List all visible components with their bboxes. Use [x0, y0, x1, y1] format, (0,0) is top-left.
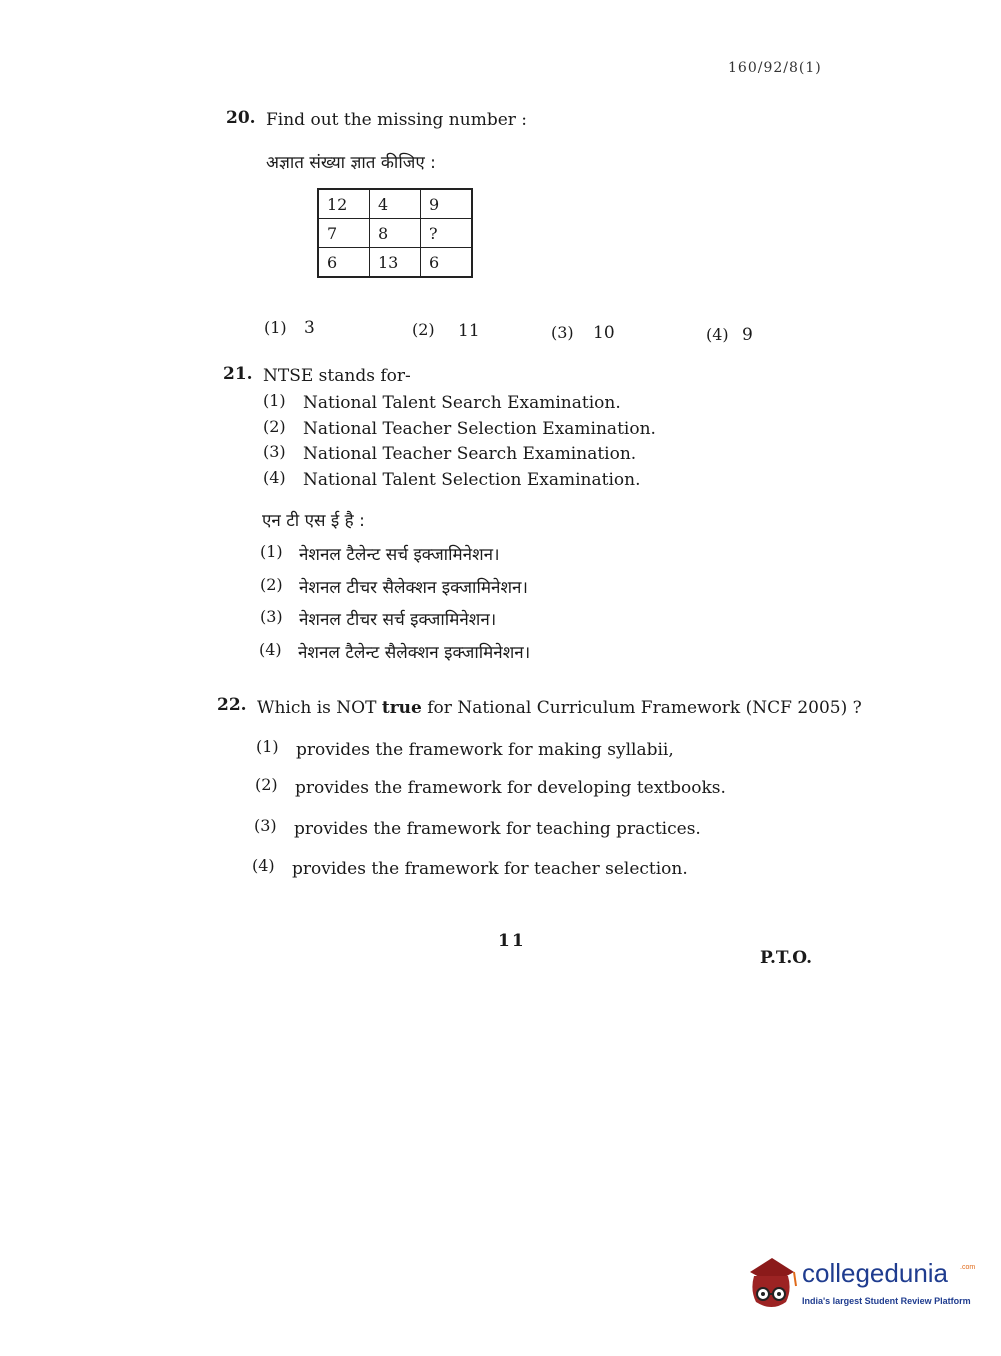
q20-option-1-number: (1) [264, 318, 287, 337]
q22-option-2-text: provides the framework for developing textbooks. [295, 778, 726, 798]
q20-option-1-text: 3 [304, 318, 315, 338]
grid-cell: 9 [421, 189, 473, 219]
question-20-text: Find out the missing number : [266, 110, 528, 130]
q21-option-4-text: National Talent Selection Examination. [303, 470, 641, 490]
q21-option-1-number: (1) [263, 391, 286, 410]
logo-tagline: India's largest Student Review Platform [802, 1296, 971, 1306]
grid-row [318, 219, 472, 248]
q21-option-1-text: National Talent Search Examination. [303, 393, 621, 413]
grid-cell: 8 [370, 219, 421, 248]
q22-option-4-number: (4) [252, 856, 275, 875]
q22-option-3-text: provides the framework for teaching practices. [294, 819, 701, 839]
question-22-number: 22. [217, 695, 247, 715]
logo-wordmark: collegedunia [802, 1258, 949, 1288]
q20-option-3-text: 10 [593, 323, 615, 343]
q22-option-1-text: provides the framework for making syllabii, [296, 740, 674, 760]
q21-option-2-text: National Teacher Selection Examination. [303, 419, 656, 439]
pto-label: P.T.O. [760, 948, 812, 968]
q21-hindi-option-1-text: नेशनल टैलेन्ट सर्च इक्जामिनेशन। [299, 545, 500, 565]
q22-option-4-text: provides the framework for teacher selection. [292, 859, 688, 879]
question-21-text-hindi: एन टी एस ई है : [262, 511, 365, 531]
q20-option-4-text: 9 [742, 325, 753, 345]
grid-cell: 4 [370, 189, 421, 219]
paper-code: 160/92/8(1) [728, 60, 822, 76]
grid-cell: 6 [421, 248, 473, 278]
q21-option-3-text: National Teacher Search Examination. [303, 444, 637, 464]
q21-option-3-number: (3) [263, 442, 286, 461]
grid-cell: 12 [318, 189, 370, 219]
question-22-text-pre: Which is NOT [257, 698, 382, 718]
grid-row [318, 189, 472, 219]
q21-hindi-option-4-text: नेशनल टैलेन्ट सैलेक्शन इक्जामिनेशन। [298, 643, 531, 663]
q20-option-2-text: 11 [458, 321, 480, 341]
q21-hindi-option-3-number: (3) [260, 607, 283, 626]
q22-option-2-number: (2) [255, 775, 278, 794]
question-21-number: 21. [223, 364, 253, 384]
q22-option-3-number: (3) [254, 816, 277, 835]
q21-option-2-number: (2) [263, 417, 286, 436]
grid-cell: ? [421, 219, 473, 248]
logo-mascot-icon [742, 1250, 800, 1316]
q20-option-2-number: (2) [412, 320, 435, 339]
q20-option-3-number: (3) [551, 323, 574, 342]
q21-hindi-option-3-text: नेशनल टीचर सर्च इक्जामिनेशन। [299, 610, 497, 630]
question-22-text [257, 698, 862, 718]
q21-hindi-option-1-number: (1) [260, 542, 283, 561]
question-22-text-bold: true [381, 698, 422, 718]
question-20-text-hindi: अज्ञात संख्या ज्ञात कीजिए : [266, 153, 436, 173]
number-grid [317, 188, 473, 278]
grid-cell: 13 [370, 248, 421, 278]
grid-cell: 6 [318, 248, 370, 278]
grid-row [318, 248, 472, 278]
question-21-text: NTSE stands for- [263, 366, 411, 386]
q21-hindi-option-2-text: नेशनल टीचर सैलेक्शन इक्जामिनेशन। [299, 578, 528, 598]
collegedunia-logo [742, 1250, 976, 1316]
question-22-text-post: for National Curriculum Framework (NCF 2005) ? [421, 698, 862, 718]
q21-hindi-option-4-number: (4) [259, 640, 282, 659]
q22-option-1-number: (1) [256, 737, 279, 756]
q20-option-4-number: (4) [706, 325, 729, 344]
question-20-number: 20. [226, 108, 256, 128]
logo-suffix: .com [960, 1264, 976, 1271]
page-number: 11 [498, 931, 526, 951]
grid-cell: 7 [318, 219, 370, 248]
q21-hindi-option-2-number: (2) [260, 575, 283, 594]
q21-option-4-number: (4) [263, 468, 286, 487]
